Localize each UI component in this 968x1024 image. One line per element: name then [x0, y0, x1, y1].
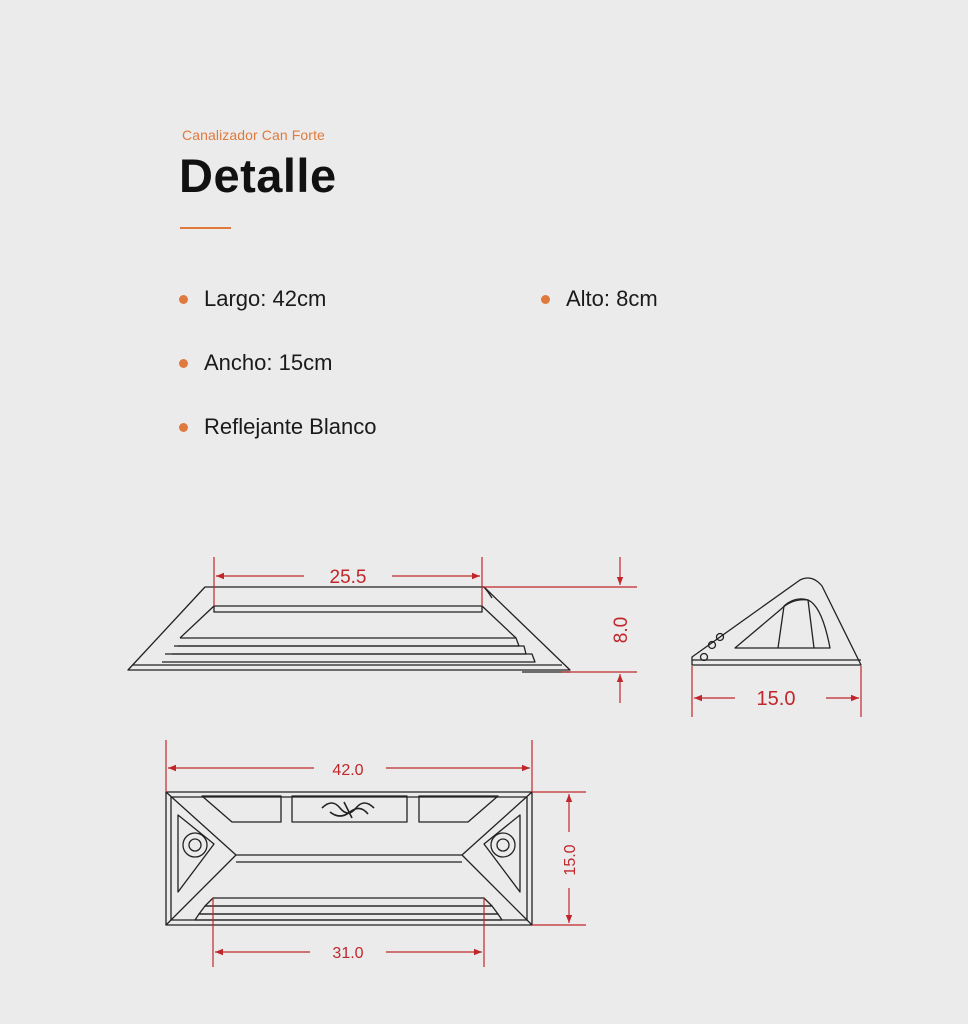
- dim-label-height: 8.0: [611, 616, 632, 644]
- top-view-step-1: [205, 898, 492, 906]
- page-title: Detalle: [179, 149, 337, 202]
- side-view-dimensions: [214, 557, 637, 703]
- side-view-step-1: [162, 654, 535, 662]
- dim-label-top-width: 15.0: [562, 844, 579, 876]
- spec-item-label: Alto: 8cm: [566, 286, 658, 311]
- top-view-step-2: [199, 906, 498, 914]
- end-view-reflector-bay: [735, 600, 830, 648]
- end-view-reflector: [778, 599, 814, 648]
- side-view-inner-bevel: [180, 606, 516, 638]
- side-view: [128, 587, 570, 672]
- spec-item-label: Largo: 42cm: [204, 286, 327, 311]
- top-view-bevel-top: [166, 792, 532, 855]
- product-eyebrow: Canalizador Can Forte: [182, 127, 325, 143]
- dim-label-overall-length: 42.0: [332, 762, 364, 779]
- top-view-logo-plate: [292, 796, 407, 822]
- top-view-end-right: [484, 815, 520, 892]
- bolt-head-right: [497, 839, 509, 851]
- dim-label-inner-length: 31.0: [332, 945, 364, 962]
- dim-label-end-width: 15.0: [756, 688, 796, 710]
- logo-icon: [322, 802, 374, 818]
- top-view-end-left: [178, 815, 214, 892]
- spec-item-label: Reflejante Blanco: [204, 414, 377, 439]
- bolt-hole-right: [491, 833, 515, 857]
- top-view-reflector-left: [202, 796, 281, 822]
- top-view-reflector-right: [419, 796, 498, 822]
- top-view-step-3: [195, 914, 502, 920]
- side-view-step-3: [178, 638, 519, 646]
- top-view-dimensions: [166, 740, 586, 967]
- dim-label-top-length: 25.5: [329, 567, 367, 588]
- bolt-head-left: [189, 839, 201, 851]
- top-view-bolts: [183, 833, 515, 857]
- side-view-outline: [128, 587, 570, 670]
- spec-item-label: Ancho: 15cm: [204, 350, 333, 375]
- end-view-outline: [692, 578, 861, 665]
- end-view: [692, 578, 861, 665]
- bolt-hole-left: [183, 833, 207, 857]
- side-view-top-lip: [214, 606, 482, 612]
- side-view-edge: [484, 587, 492, 598]
- side-view-step-2: [172, 646, 526, 654]
